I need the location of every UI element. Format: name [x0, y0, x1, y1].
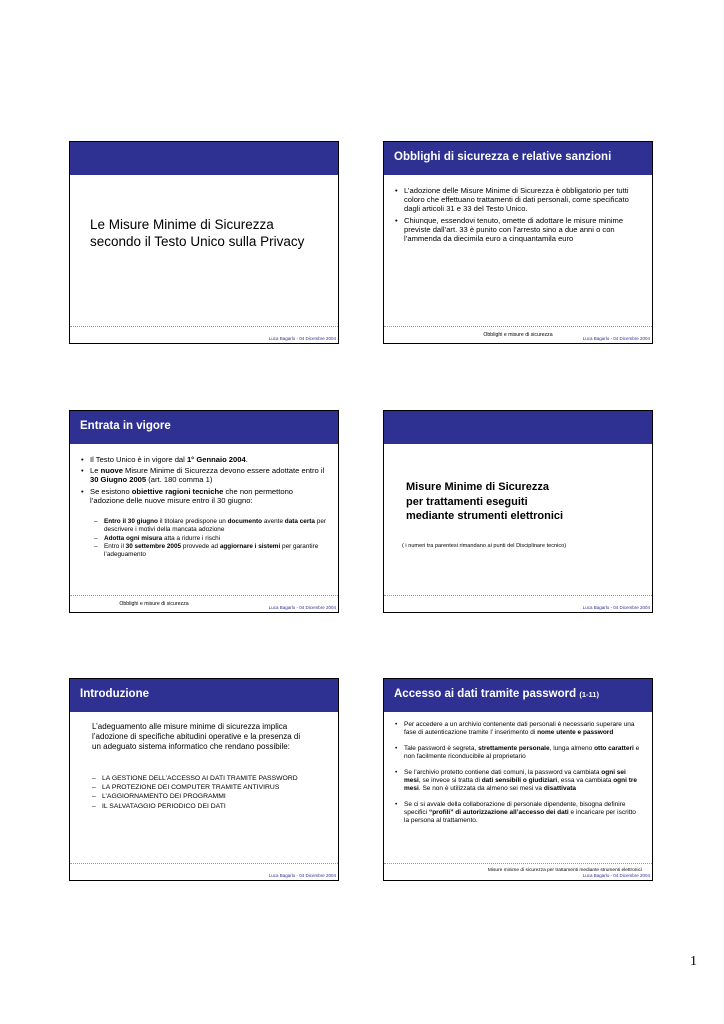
slide-footer: Luca Bagarlo - 04 Dicembre 2004 — [582, 873, 650, 878]
bullet-list — [394, 186, 642, 245]
list-item: • Chiunque, essendovi tenuto, omette di adottare le misure minime previste dall’art. 33 è punito con l’arresto sino a due anni o con l’ammenda da diecimila euro a cinquantamila euro — [394, 216, 642, 244]
slide-6 — [383, 678, 653, 881]
list-item: – Entro il 30 giugno il titolare predispone un documento avente data certa per descrivere i motivi della mancata adozione — [94, 518, 328, 534]
list-item: • Per accedere a un archivio contenente dati personali è necessario superare una fase di autenticazione tramite l’ inserimento di nome utente e password — [394, 721, 642, 737]
slide-header-band — [384, 142, 652, 175]
slide-header-band — [70, 679, 338, 712]
slide-note: Misure minime di sicurezza per trattamenti mediante strumenti elettronici — [487, 868, 642, 873]
list-item: • Se ci si avvale della collaborazione di personale dipendente, bisogna definire specifici “profili” di autorizzazione all’accesso dei dati e incaricare per iscritto la persona al trattamento. — [394, 801, 642, 825]
slide-title: Misure Minime di Sicurezza per trattamenti eseguiti mediante strumenti elettronici — [406, 481, 564, 522]
slide-header-band — [70, 411, 338, 444]
list-item: – LA PROTEZIONE DEI COMPUTER TRAMITE ANTIVIRUS — [92, 784, 308, 792]
list-item: • Se esistono obiettive ragioni tecniche che non permettono l’adozione delle nuove misure entro il 30 giugno: — [80, 487, 328, 505]
list-item: – IL SALVATAGGIO PERIODICO DEI DATI — [92, 803, 308, 811]
list-item: • Se l’archivio protetto contiene dati comuni, la password va cambiata ogni sei mesi, se invece si tratta di dati sensibili o giudiziari, essa va cambiata ogni tre mesi. Se non è utilizzata da almeno sei mesi va disattivata — [394, 769, 642, 793]
list-item: • Le nuove Misure Minime di Sicurezza devono essere adottate entro il 30 Giugno 2005 (art. 180 comma 1) — [80, 466, 328, 484]
list-item: – Entro il 30 settembre 2005 provvede ad aggiornare i sistemi per garantire l’adeguamento — [94, 543, 328, 559]
slide-heading: Entrata in vigore — [80, 420, 171, 432]
slide-footer: Luca Bagarlo - 04 Dicembre 2004 — [268, 873, 336, 878]
slide-note: Obblighi e misure di sicurezza — [119, 601, 189, 607]
slide-1 — [69, 141, 339, 344]
slide-footer: Luca Bagarlo - 04 Dicembre 2004 — [268, 336, 336, 341]
slide-header-band — [384, 679, 652, 712]
bullet-list — [394, 721, 642, 827]
bullet-list — [80, 455, 328, 507]
slide-header-band — [384, 411, 652, 444]
slide-note: Obblighi e misure di sicurezza — [483, 332, 553, 338]
list-item: • L’adozione delle Misure Minime di Sicurezza è obbligatorio per tutti coloro che effettuano trattamenti di dati personali, come specificato dagli articoli 31 e 33 del Testo Unico. — [394, 186, 642, 214]
list-item: – L’AGGIORNAMENTO DEI PROGRAMMI — [92, 793, 308, 801]
sub-list — [94, 518, 328, 560]
sub-list — [92, 775, 308, 812]
list-item: • Tale password è segreta, strettamente personale, lunga almeno otto caratteri e non facilmente riconducibile al proprietario — [394, 745, 642, 761]
slide-note: ( i numeri tra parentesi rimandano ai punti del Disciplinare tecnico) — [402, 543, 567, 549]
slide-paragraph: L’adeguamento alle misure minime di sicurezza implica l’adozione di specifiche abitudini operative e la presenza di un adeguato sistema informatico che rendano possibile: — [92, 722, 301, 751]
slide-title: Le Misure Minime di Sicurezza secondo il Testo Unico sulla Privacy — [90, 217, 305, 249]
slide-4 — [383, 410, 653, 613]
slide-header-band — [70, 142, 338, 175]
list-item: – LA GESTIONE DELL’ACCESSO AI DATI TRAMITE PASSWORD — [92, 775, 308, 783]
slide-footer: Luca Bagarlo - 04 Dicembre 2004 — [268, 605, 336, 610]
slide-heading: Introduzione — [80, 688, 149, 700]
slide-5 — [69, 678, 339, 881]
list-item: – Adotta ogni misura atta a ridurre i rischi — [94, 535, 328, 543]
slide-3 — [69, 410, 339, 613]
slide-heading: Accesso ai dati tramite password (1-11) — [394, 688, 599, 700]
page-number: 1 — [690, 954, 697, 969]
slide-heading: Obblighi di sicurezza e relative sanzioni — [394, 151, 612, 163]
list-item: • Il Testo Unico è in vigore dal 1° Gennaio 2004. — [80, 455, 328, 464]
slide-2 — [383, 141, 653, 344]
slide-footer: Luca Bagarlo - 04 Dicembre 2004 — [582, 605, 650, 610]
slide-footer: Luca Bagarlo - 04 Dicembre 2004 — [582, 336, 650, 341]
